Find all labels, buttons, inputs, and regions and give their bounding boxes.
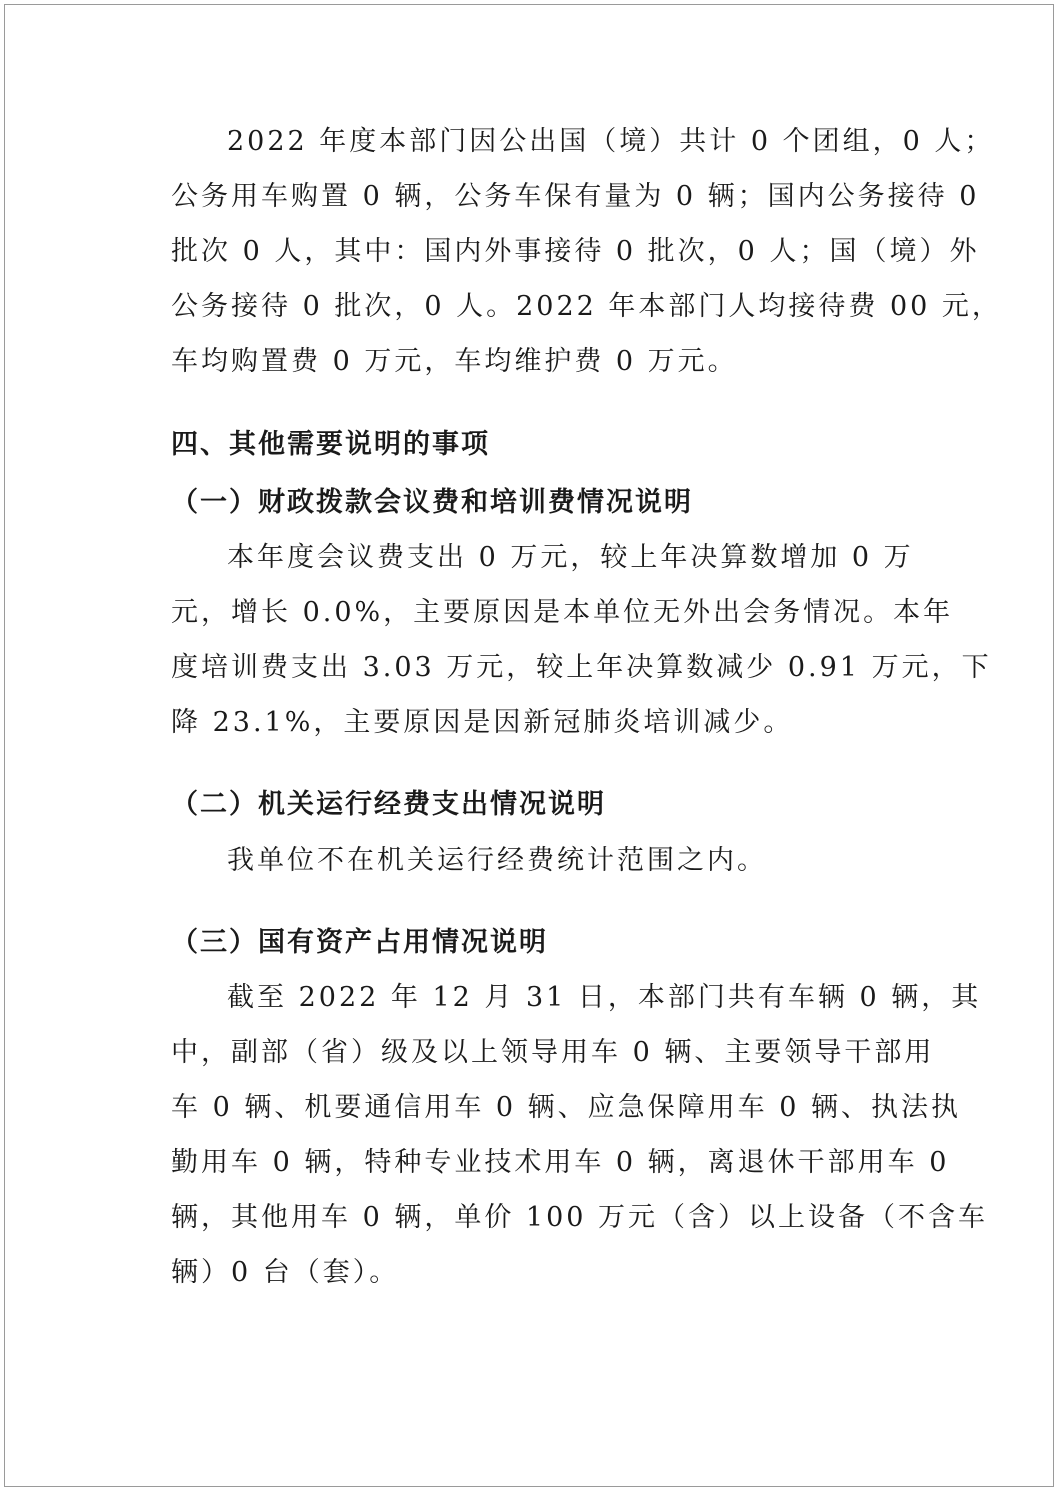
paragraph-line: 车 0 辆、机要通信用车 0 辆、应急保障用车 0 辆、执法执 xyxy=(171,1092,962,1123)
paragraph-line: 元，增长 0.0%，主要原因是本单位无外出会务情况。本年 xyxy=(171,597,954,628)
subsection-heading: （二）机关运行经费支出情况说明 xyxy=(171,789,606,820)
paragraph-line: 降 23.1%，主要原因是因新冠肺炎培训减少。 xyxy=(171,707,794,738)
paragraph-line: 辆）0 台（套）。 xyxy=(171,1257,400,1288)
paragraph-line: 公务用车购置 0 辆，公务车保有量为 0 辆；国内公务接待 0 xyxy=(171,181,980,212)
paragraph-line: 批次 0 人，其中：国内外事接待 0 批次，0 人；国（境）外 xyxy=(171,236,980,267)
subsection-heading: （一）财政拨款会议费和培训费情况说明 xyxy=(171,487,693,518)
paragraph-line: 度培训费支出 3.03 万元，较上年决算数减少 0.91 万元，下 xyxy=(171,652,992,683)
document-page xyxy=(4,4,1054,1487)
paragraph-line: 车均购置费 0 万元，车均维护费 0 万元。 xyxy=(171,346,738,377)
paragraph-line: 我单位不在机关运行经费统计范围之内。 xyxy=(227,845,767,876)
paragraph-line: 勤用车 0 辆，特种专业技术用车 0 辆，离退休干部用车 0 xyxy=(171,1147,950,1178)
paragraph-line: 中，副部（省）级及以上领导用车 0 辆、主要领导干部用 xyxy=(171,1037,935,1068)
paragraph-line: 截至 2022 年 12 月 31 日，本部门共有车辆 0 辆，其 xyxy=(227,982,982,1013)
paragraph-line: 辆，其他用车 0 辆，单价 100 万元（含）以上设备（不含车 xyxy=(171,1202,989,1233)
paragraph-line: 2022 年度本部门因公出国（境）共计 0 个团组，0 人； xyxy=(227,126,995,157)
paragraph-line: 本年度会议费支出 0 万元，较上年决算数增加 0 万 xyxy=(227,542,914,573)
paragraph-line: 公务接待 0 批次，0 人。2022 年本部门人均接待费 00 元， xyxy=(171,291,1002,322)
section-heading: 四、其他需要说明的事项 xyxy=(171,429,490,460)
subsection-heading: （三）国有资产占用情况说明 xyxy=(171,927,548,958)
